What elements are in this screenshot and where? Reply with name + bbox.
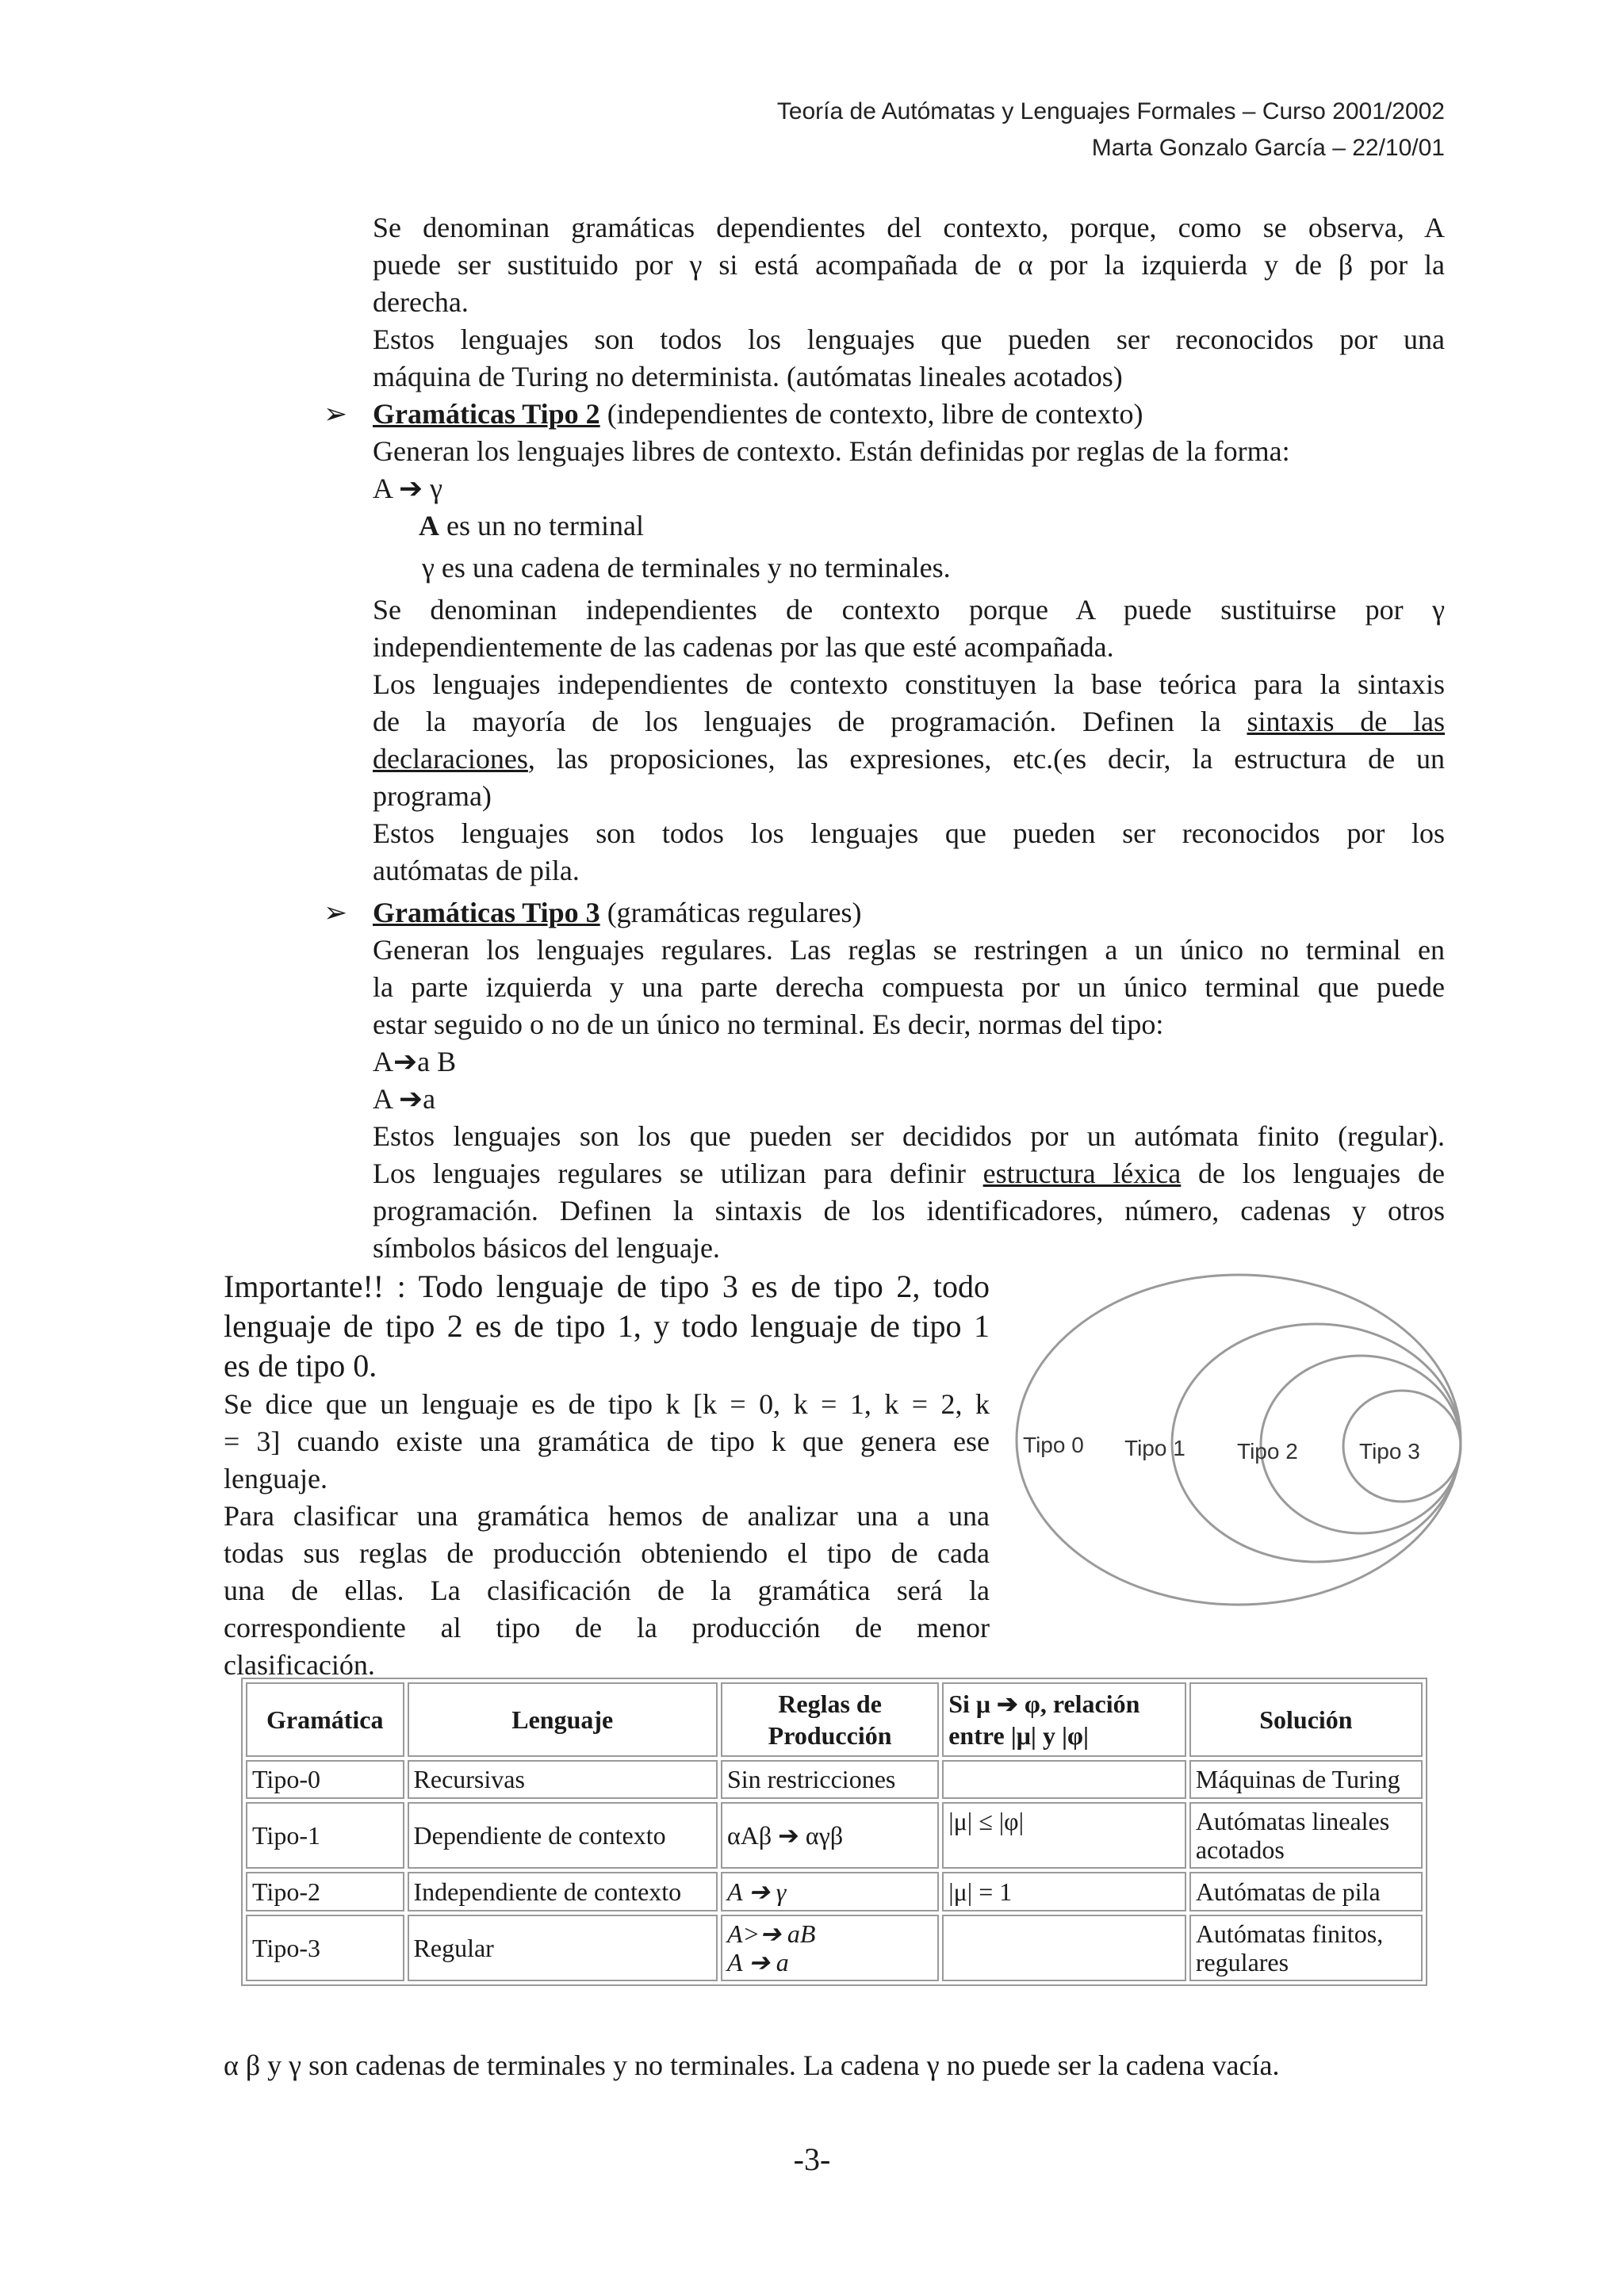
text-line: puede ser sustituido por γ si está acompañada de α por la izquierda y de β por la [373, 249, 1445, 281]
column-header: Gramática [246, 1682, 404, 1757]
tipo2-title: Gramáticas Tipo 2 [373, 398, 600, 430]
grammar-summary-table [241, 1678, 1427, 1986]
footnote: α β y γ son cadenas de terminales y no terminales. La cadena γ no puede ser la cadena vacía. [224, 2049, 1280, 2081]
cell-grammar: Tipo-0 [246, 1760, 404, 1799]
cell-grammar: Tipo-3 [246, 1915, 404, 1981]
tipo2-body [373, 433, 1445, 890]
cell-relation: |μ| ≤ |φ| [942, 1802, 1186, 1869]
cell-relation [942, 1915, 1186, 1981]
bullet-arrow-icon: ➢ [324, 897, 348, 928]
table-row [246, 1872, 1423, 1911]
text-line: la parte izquierda y una parte derecha compuesta por un único terminal que puede [373, 971, 1445, 1003]
definition-line: γ es una cadena de terminales y no terminales. [422, 552, 951, 584]
text-line: símbolos básicos del lenguaje. [373, 1232, 720, 1264]
table-row [246, 1760, 1423, 1799]
rule-line: A➔a B [373, 1046, 457, 1077]
cell-relation [942, 1760, 1186, 1799]
text-fragment: de los lenguajes de [1181, 1158, 1445, 1189]
text-line: Los lenguajes independientes de contexto constituyen la base teórica para la sintaxis [373, 668, 1445, 700]
definition-text: es un no terminal [439, 510, 644, 541]
tipo3-body [373, 932, 1445, 1267]
tipo3-subtitle: (gramáticas regulares) [599, 897, 862, 928]
text-line [373, 740, 1445, 778]
venn-label-tipo3: Tipo 3 [1359, 1439, 1420, 1464]
text-fragment: , las proposiciones, las expresiones, etc.(es decir, la estructura de un [527, 743, 1445, 775]
definition-line [373, 507, 1445, 545]
text-line: programación. Definen la sintaxis de los identificadores, número, cadenas y otros [373, 1195, 1445, 1226]
rule-line: A ➔a [373, 1083, 436, 1115]
tipo3-heading [324, 894, 1445, 932]
rule-line: A ➔ γ [373, 473, 443, 504]
text-line: Generan los lenguajes libres de contexto. Están definidas por reglas de la forma: [373, 435, 1290, 467]
cell-rules: Sin restricciones [721, 1760, 939, 1799]
text-line: programa) [373, 780, 492, 812]
text-line: Para clasificar una gramática hemos de analizar una a una [224, 1500, 990, 1532]
text-line: Estos lenguajes son todos los lenguajes que pueden ser reconocidos por una [373, 323, 1445, 355]
page-number: -3- [793, 2141, 831, 2177]
text-line: máquina de Turing no determinista. (autómatas lineales acotados) [373, 361, 1123, 392]
text-line: Estos lenguajes son todos los lenguajes que pueden ser reconocidos por los [373, 817, 1445, 849]
header-course: Teoría de Autómatas y Lenguajes Formales – Curso 2001/2002 [776, 98, 1445, 124]
page-header [777, 94, 1445, 166]
cell-rules [721, 1915, 939, 1981]
venn-label-tipo0: Tipo 0 [1023, 1433, 1084, 1457]
text-line: es de tipo 0. [224, 1348, 377, 1383]
text-line: correspondiente al tipo de la producción de menor [224, 1612, 990, 1644]
bullet-arrow-icon: ➢ [324, 398, 348, 430]
text-line: Importante!! : Todo lenguaje de tipo 3 es de tipo 2, todo [224, 1269, 990, 1304]
cell-language: Recursivas [408, 1760, 718, 1799]
text-line: Se denominan independientes de contexto porque A puede sustituirse por γ [373, 594, 1445, 626]
column-header: Reglas de Producción [721, 1682, 939, 1757]
cell-relation: |μ| = 1 [942, 1872, 1186, 1911]
rule-line: A ➔ a [726, 1948, 789, 1976]
table-header-row [246, 1682, 1423, 1757]
text-line: clasificación. [224, 1649, 375, 1681]
venn-label-tipo2: Tipo 2 [1237, 1439, 1298, 1464]
column-header: Lenguaje [408, 1682, 718, 1757]
classification-paragraph [224, 1498, 990, 1684]
cell-language: Independiente de contexto [408, 1872, 718, 1911]
text-line: derecha. [373, 286, 469, 318]
text-line: estar seguido o no de un único no terminal. Es decir, normas del tipo: [373, 1008, 1164, 1040]
text-line: Se dice que un lenguaje es de tipo k [k = 0, k = 1, k = 2, k [224, 1388, 990, 1420]
text-fragment: Los lenguajes regulares se utilizan para definir [373, 1158, 983, 1189]
venn-label-tipo1: Tipo 1 [1124, 1436, 1185, 1460]
text-line: todas sus reglas de producción obteniendo el tipo de cada [224, 1537, 990, 1569]
intro-paragraph [373, 209, 1445, 396]
text-line: Estos lenguajes son los que pueden ser decididos por un autómata finito (regular). [373, 1120, 1445, 1152]
underlined-term: sintaxis de las [1247, 706, 1445, 737]
cell-language: Dependiente de contexto [408, 1802, 718, 1869]
cell-solution: Máquinas de Turing [1189, 1760, 1423, 1799]
tipo2-subtitle: (independientes de contexto, libre de contexto) [599, 398, 1143, 430]
column-header: Solución [1189, 1682, 1423, 1757]
table-row [246, 1915, 1423, 1981]
tipo2-heading [324, 396, 1445, 433]
importante-line [224, 1267, 990, 1386]
text-line [373, 1155, 1445, 1192]
cell-grammar: Tipo-2 [246, 1872, 404, 1911]
cell-language: Regular [408, 1915, 718, 1981]
cell-solution: Autómatas de pila [1189, 1872, 1423, 1911]
text-line: lenguaje de tipo 2 es de tipo 1, y todo lenguaje de tipo 1 [224, 1308, 990, 1344]
cell-solution: Autómatas finitos, regulares [1189, 1915, 1423, 1981]
header-author: Marta Gonzalo García – 22/10/01 [1091, 135, 1445, 161]
chomsky-hierarchy-diagram [1012, 1269, 1465, 1611]
text-line: independientemente de las cadenas por las que esté acompañada. [373, 631, 1114, 663]
cell-solution: Autómatas lineales acotados [1189, 1802, 1423, 1869]
nonterminal-symbol: A [419, 510, 439, 541]
underlined-term: estructura léxica [982, 1158, 1182, 1189]
text-line [373, 703, 1445, 740]
rule-line: A>➔ aB [726, 1919, 816, 1948]
underlined-term: declaraciones [373, 743, 528, 775]
column-header: Si μ ➔ φ, relación entre |μ| y |φ| [942, 1682, 1186, 1757]
tipo-k-definition [224, 1386, 990, 1498]
table-row [246, 1802, 1423, 1869]
cell-rules: αAβ ➔ αγβ [721, 1802, 939, 1869]
text-line: lenguaje. [224, 1463, 327, 1494]
text-line: autómatas de pila. [373, 855, 580, 886]
cell-rules: A ➔ γ [721, 1872, 939, 1911]
text-line: Generan los lenguajes regulares. Las reglas se restringen a un único no terminal en [373, 934, 1445, 966]
text-line: = 3] cuando existe una gramática de tipo k que genera ese [224, 1425, 990, 1457]
text-line: Se denominan gramáticas dependientes del contexto, porque, como se observa, A [373, 212, 1445, 243]
cell-grammar: Tipo-1 [246, 1802, 404, 1869]
text-fragment: de la mayoría de los lenguajes de programación. Definen la [373, 706, 1247, 737]
tipo3-title: Gramáticas Tipo 3 [373, 897, 600, 928]
importante-block [224, 1267, 990, 1684]
text-line: una de ellas. La clasificación de la gramática será la [224, 1575, 990, 1606]
